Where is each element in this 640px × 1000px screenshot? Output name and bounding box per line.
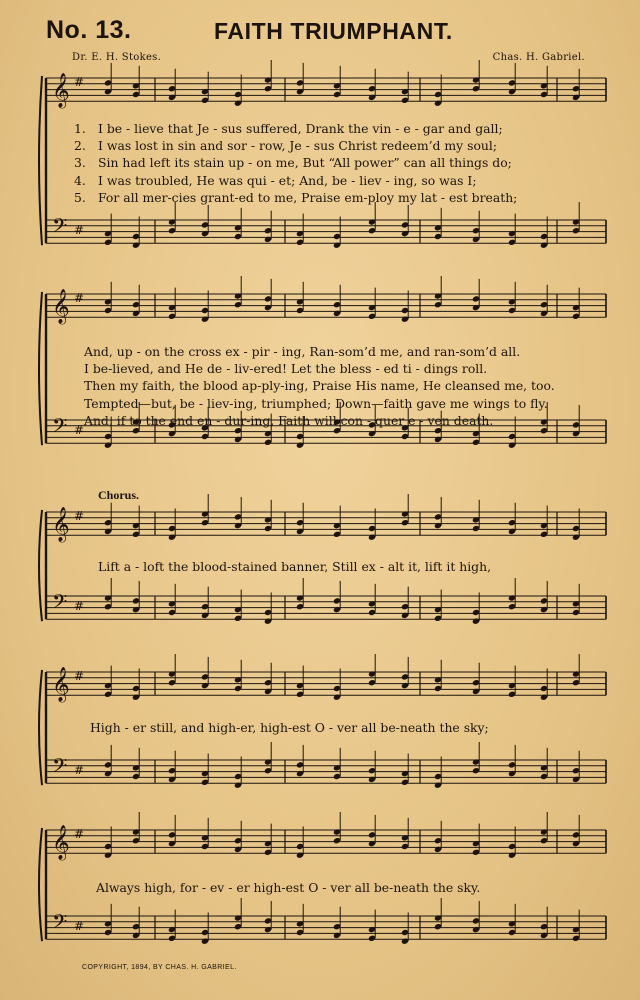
verse-line: I be-lieved, and He de - liv-ered! Let the bless - ed ti - dings roll. [84, 361, 488, 377]
verse-line [74, 172, 604, 189]
verse-text: For all mer-cies grant-ed to me, Praise em-ploy my lat - est breath; [98, 189, 518, 205]
verses-second-half [84, 343, 614, 429]
chorus-line: High - er still, and high-er, high-est O - ver all be-neath the sky; [90, 720, 489, 735]
svg-text:𝄢: 𝄢 [52, 214, 68, 242]
svg-text:#: # [74, 763, 85, 777]
verse-text: I was troubled, He was qui - et; And, be - liev - ing, so was I; [98, 172, 477, 188]
svg-text:#: # [74, 599, 85, 613]
svg-text:#: # [74, 669, 85, 683]
svg-text:𝄞: 𝄞 [52, 825, 70, 860]
hymn-number: No. 13. [46, 16, 132, 44]
verse-number: 1. [74, 121, 86, 136]
svg-text:𝄢: 𝄢 [52, 910, 68, 938]
verses-first-half [74, 120, 604, 206]
svg-text:𝄢: 𝄢 [52, 414, 68, 442]
svg-text:#: # [74, 919, 85, 933]
svg-text:#: # [74, 223, 85, 237]
verse-number: 5. [74, 189, 86, 205]
verse-line [74, 137, 604, 154]
hymn-title: FAITH TRIUMPHANT. [214, 18, 453, 44]
verse-line [74, 120, 604, 137]
svg-text:𝄞: 𝄞 [52, 507, 70, 542]
svg-text:𝄞: 𝄞 [52, 73, 70, 108]
svg-text:𝄢: 𝄢 [52, 590, 68, 618]
svg-text:𝄢: 𝄢 [52, 754, 68, 782]
svg-text:#: # [74, 509, 85, 523]
svg-text:#: # [74, 423, 85, 437]
lyricist-credit: Dr. E. H. Stokes. [72, 52, 162, 63]
chorus-label: Chorus. [98, 488, 140, 502]
verse-text: Sin had left its stain up - on me, But “All power” can all things do; [98, 155, 512, 171]
verse-number: 4. [74, 172, 86, 188]
svg-text:#: # [74, 291, 85, 305]
svg-text:𝄞: 𝄞 [52, 289, 70, 324]
svg-text:𝄞: 𝄞 [52, 667, 70, 702]
chorus-line: Lift a - loft the blood-stained banner, Still ex - alt it, lift it high, [98, 559, 492, 574]
copyright-notice: COPYRIGHT, 1894, BY CHAS. H. GABRIEL. [82, 964, 237, 971]
composer-credit: Chas. H. Gabriel. [492, 52, 585, 63]
verse-line [74, 189, 604, 206]
verse-line: And, up - on the cross ex - pir - ing, Ran-som’d me, and ran-som’d all. [84, 344, 521, 359]
svg-text:#: # [74, 75, 85, 89]
verse-number: 3. [74, 155, 86, 171]
verse-number: 2. [74, 138, 86, 154]
verse-line: Tempted—but, be - liev-ing, triumphed; Down—faith gave me wings to fly. [84, 395, 548, 411]
verse-line: Then my faith, the blood ap-ply-ing, Praise His name, He cleansed me, too. [84, 378, 555, 394]
verse-text: I be - lieve that Je - sus suffered, Drank the vin - e - gar and gall; [98, 121, 503, 136]
verse-line [74, 154, 604, 171]
svg-text:#: # [74, 827, 85, 841]
chorus-line: Always high, for - ev - er high-est O - ver all be-neath the sky. [96, 880, 481, 895]
verse-line: And, if to the end en - dur-ing, Faith will con - quer e - ven death. [84, 412, 494, 428]
verse-text: I was lost in sin and sor - row, Je - sus Christ redeem’d my soul; [98, 138, 498, 154]
